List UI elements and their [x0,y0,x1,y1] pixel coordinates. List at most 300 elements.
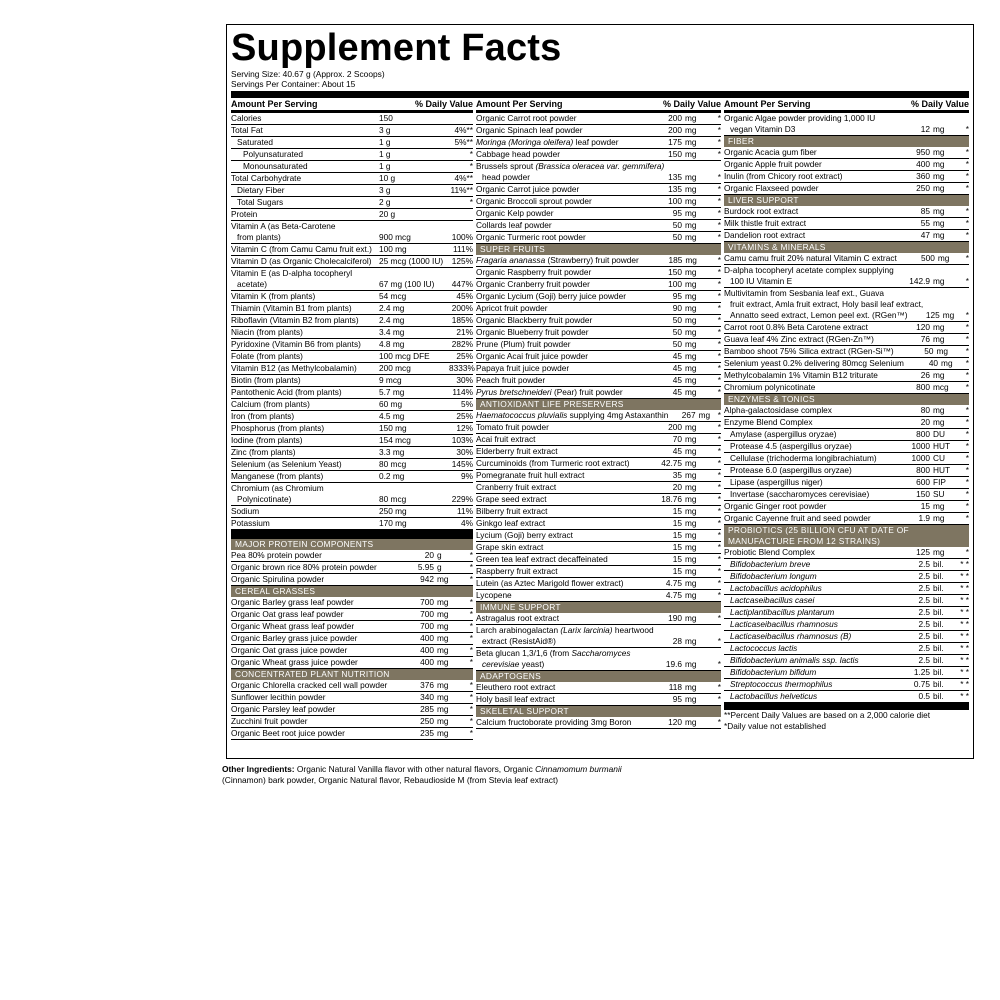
nutrient-amount: 154 mcg [379,435,411,445]
ingredient-amount: 0.5 [918,691,930,701]
nutrient-daily-value: 125% [451,256,473,266]
ingredient-row [724,477,969,489]
section-header: ADAPTOGENS [476,671,721,682]
ingredient-name: D-alpha tocopheryl acetate complex supplying [724,265,894,275]
ingredient-amount: 600 [916,477,930,487]
ingredient-name: vegan Vitamin D3 [730,124,796,134]
column-1 [231,98,473,740]
ingredient-unit: mg [685,494,697,504]
nutrient-daily-value: * [469,197,473,207]
ingredient-amount: 700 [420,597,434,607]
ingredient-unit: mg [437,680,449,690]
ingredient-unit: mg [685,315,697,325]
ingredient-name: Lactiplantibacillus plantarum [730,607,835,617]
nutrient-daily-value: 114% [452,387,473,397]
nutrient-daily-value: 25% [456,411,473,421]
nutrient-name: Total Fat [231,125,263,135]
ingredient-daily-value: * [965,147,969,157]
ingredient-amount: 400 [420,645,434,655]
ingredient-amount: 5.95 [417,562,434,572]
ingredient-daily-value: * [965,358,969,368]
nutrient-amount: 67 mg (100 IU) [379,279,435,289]
ingredient-daily-value: * [717,279,721,289]
nutrient-name: Sodium [231,506,260,516]
ingredient-name: Camu camu fruit 20% natural Vitamin C extract [724,253,897,263]
ingredient-unit: mg [933,322,945,332]
nutrient-amount: 4.5 mg [379,411,405,421]
nutrient-amount: 2 g [379,197,391,207]
ingredient-daily-value: * [717,410,721,420]
ingredient-unit: mg [685,482,697,492]
ingredient-row [476,327,721,339]
ingredient-amount: 285 [420,704,434,714]
ingredient-unit: mg [685,434,697,444]
ingredient-daily-value: * [717,375,721,385]
nutrient-name: Pyridoxine (Vitamin B6 from plants) [231,339,361,349]
ingredient-name: Organic Oat grass leaf powder [231,609,344,619]
section-header: CEREAL GRASSES [231,586,473,597]
ingredient-daily-value: * [469,692,473,702]
ingredient-amount: 90 [672,303,682,313]
ingredient-daily-value: * [469,574,473,584]
nutrient-name: Niacin (from plants) [231,327,303,337]
ingredient-unit: bil. [933,559,944,569]
ingredient-row [231,692,473,704]
ingredient-amount: 800 [916,382,930,392]
nutrient-daily-value: 21% [456,327,473,337]
section-header: LIVER SUPPORT [724,195,969,206]
ingredient-amount: 700 [420,621,434,631]
nutrient-name: Saturated [237,137,273,147]
ingredient-unit: mg [936,346,948,356]
ingredient-amount: 235 [420,728,434,738]
nutrient-daily-value [449,113,473,124]
ingredient-amount: 1000 [911,441,930,451]
ingredient-amount: 20 [672,482,682,492]
ingredient-name: Peach fruit powder [476,375,546,385]
ingredient-amount [664,161,694,172]
ingredient-amount: 190 [668,613,682,623]
nutrient-daily-value: 282% [451,339,473,349]
nutrient-row [231,161,473,173]
nutrient-row [231,351,473,363]
ingredient-unit: mg [685,458,697,468]
ingredient-daily-value: * [965,441,969,451]
nutrient-name: Vitamin D (as Organic Cholecalciferol) [231,256,372,266]
ingredient-unit: bil. [933,619,944,629]
ingredient-row [476,470,721,482]
ingredient-row [476,613,721,625]
section-header: SKELETAL SUPPORT [476,706,721,717]
ingredient-name: Carrot root 0.8% Beta Carotene extract [724,322,868,332]
ingredient-name: Lipase (aspergillus niger) [730,477,823,487]
ingredient-row [231,574,473,586]
ingredient-unit: mg [933,124,945,134]
ingredient-unit: mg [685,506,697,516]
ingredient-row [724,631,969,643]
other-ingredients-text: Organic Natural Vanilla flavor with other natural flavors, Organic Cinnamomum burmanii (Cinnamon) bark powder, Organic Natural flavor, Rebaudioside M (from Stevia leaf extract) [222,764,622,785]
ingredient-unit: mg [685,232,697,242]
ingredient-unit [694,161,712,172]
nutrient-name: Vitamin B12 (as Methylcobalamin) [231,363,357,373]
ingredient-name: cerevisiae yeast) [482,659,545,669]
ingredient-daily-value: * [717,137,721,147]
column-header [724,98,969,113]
ingredient-amount: 250 [916,183,930,193]
ingredient-row [476,267,721,279]
ingredient-unit: mg [685,590,697,600]
nutrient-amount: 10 g [379,173,396,183]
ingredient-unit: mg [685,387,697,397]
ingredient-name: Bifidobacterium animalis ssp. lactis [730,655,859,665]
ingredient-daily-value: * [717,566,721,576]
ingredient-row [476,446,721,458]
ingredient-name: Invertase (saccharomyces cerevisiae) [730,489,870,499]
ingredient-daily-value [962,299,969,310]
ingredient-name: Bifidobacterium longum [730,571,817,581]
ingredient-amount: 100 [668,279,682,289]
ingredient-name: Fragaria ananassa (Strawberry) fruit powder [476,255,639,265]
ingredient-amount: 2.5 [918,595,930,605]
section-header: PROBIOTICS (25 BILLION CFU AT DATE OF MANUFACTURE FROM 12 STRAINS) [724,525,969,547]
ingredient-unit: mg [685,542,697,552]
nutrient-row [231,279,473,291]
ingredient-name: Tomato fruit powder [476,422,549,432]
nutrient-name: Vitamin C (from Camu Camu fruit ext.) [231,244,372,254]
ingredient-unit: mg [685,682,697,692]
nutrient-name: Biotin (from plants) [231,375,301,385]
nutrient-row [231,387,473,399]
nutrient-name: Total Sugars [237,197,284,207]
ingredient-unit: mg [685,172,697,182]
ingredient-row [724,559,969,571]
nutrient-amount: 3.3 mg [379,447,405,457]
nutrient-row [231,256,473,268]
column-header [476,98,721,113]
ingredient-amount: 47 [920,230,930,240]
ingredient-amount: 95 [672,208,682,218]
ingredient-row [724,679,969,691]
ingredient-amount: 42.75 [661,458,682,468]
ingredient-unit: mg [685,208,697,218]
ingredient-daily-value: * [717,255,721,265]
ingredient-name: Organic Barley grass leaf powder [231,597,354,607]
nutrient-name: Vitamin A (as Beta-Carotene [231,221,336,231]
ingredient-name: Methylcobalamin 1% Vitamin B12 triturate [724,370,878,380]
ingredient-row [231,657,473,669]
ingredient-unit: mg [437,597,449,607]
section-header: MAJOR PROTEIN COMPONENTS [231,539,473,550]
ingredient-name: Organic Spinach leaf powder [476,125,583,135]
ingredient-unit: bil. [933,667,944,677]
nutrient-name: Chromium (as Chromium [231,483,324,493]
ingredient-row [231,550,473,562]
nutrient-row [231,327,473,339]
ingredient-name: Holy basil leaf extract [476,694,555,704]
ingredient-amount: 15 [672,566,682,576]
ingredient-amount: 20 [920,417,930,427]
ingredient-row [724,417,969,429]
ingredient-row [476,220,721,232]
nutrient-name: Iron (from plants) [231,411,295,421]
nutrient-amount: 54 mcg [379,291,407,301]
section-divider [231,532,473,539]
ingredient-name: head powder [482,172,530,182]
ingredient-amount: 2.5 [918,631,930,641]
ingredient-unit: mg [685,470,697,480]
ingredient-unit: mg [685,694,697,704]
ingredient-daily-value: * [965,124,969,134]
ingredient-unit: mg [685,636,697,646]
ingredient-daily-value [710,625,721,636]
ingredient-name: Zucchini fruit powder [231,716,308,726]
ingredient-daily-value: * [717,172,721,182]
ingredient-amount: 45 [672,363,682,373]
nutrient-amount: 5.7 mg [379,387,405,397]
nutrient-row [231,173,473,185]
nutrient-row [231,315,473,327]
ingredient-daily-value: * [717,113,721,123]
nutrient-daily-value: 200% [451,303,473,313]
ingredient-unit: mg [933,276,945,286]
ingredient-name: Pea 80% protein powder [231,550,322,560]
nutrient-daily-value: 185% [451,315,473,325]
ingredient-row [476,554,721,566]
ingredient-unit: mg [933,171,945,181]
ingredient-row [476,434,721,446]
ingredient-row [476,351,721,363]
ingredient-unit: mg [933,547,945,557]
ingredient-daily-value: * [717,149,721,159]
nutrient-name: Manganese (from plants) [231,471,324,481]
ingredient-daily-value: * [717,208,721,218]
nutrient-daily-value: 103% [451,435,473,445]
ingredient-row [724,655,969,667]
ingredient-daily-value: * [965,547,969,557]
ingredient-daily-value: * [717,458,721,468]
ingredient-unit: mg [933,206,945,216]
nutrient-daily-value: 45% [456,291,473,301]
ingredient-daily-value: * [469,657,473,667]
ingredient-row [476,315,721,327]
ingredient-name: Organic Kelp powder [476,208,554,218]
ingredient-row [231,716,473,728]
nutrient-amount [379,221,449,232]
ingredient-daily-value: * [965,322,969,332]
ingredient-row [724,513,969,525]
ingredient-unit: mg [685,220,697,230]
ingredient-row [476,590,721,602]
ingredient-daily-value: * [965,310,969,320]
ingredient-amount: 200 [668,125,682,135]
ingredient-unit: mg [685,196,697,206]
ingredient-name: Elderberry fruit extract [476,446,558,456]
ingredient-row [476,196,721,208]
nutrient-amount [379,483,449,494]
ingredient-amount: 942 [420,574,434,584]
footnote-divider [724,703,969,710]
ingredient-row [476,682,721,694]
ingredient-daily-value: * [965,183,969,193]
ingredient-amount: 267 [681,410,696,420]
ingredient-amount: 2.5 [918,643,930,653]
ingredient-row [476,518,721,530]
ingredient-unit: mg [437,728,449,738]
ingredient-name: Organic Lycium (Goji) berry juice powder [476,291,627,301]
ingredient-name: extract (ResistAid®) [482,636,556,646]
ingredient-daily-value: * [965,218,969,228]
nutrient-amount: 1 g [379,149,391,159]
ingredient-unit: mg [685,659,697,669]
ingredient-unit: bil. [933,655,944,665]
ingredient-amount: 376 [420,680,434,690]
ingredient-row [231,597,473,609]
nutrient-amount: 100 mg [379,244,407,254]
ingredient-amount: 135 [668,184,682,194]
ingredient-name: Amylase (aspergillus oryzae) [730,429,837,439]
amount-per-serving-label: Amount Per Serving [724,99,811,109]
ingredient-name: Beta glucan 1,3/1,6 (from Saccharomyces [476,648,631,658]
ingredient-daily-value: * [469,562,473,572]
nutrient-row [231,411,473,423]
ingredient-daily-value: * [717,659,721,669]
ingredient-row [724,667,969,679]
ingredient-name: Bifidobacterium bifidum [730,667,817,677]
ingredient-daily-value [955,288,969,299]
ingredient-unit [947,299,962,310]
ingredient-daily-value: * [717,578,721,588]
nutrient-daily-value: 145% [451,459,473,469]
nutrient-row [231,506,473,518]
ingredient-name: Grape seed extract [476,494,547,504]
nutrient-amount: 200 mcg [379,363,411,373]
nutrient-amount: 60 mg [379,399,403,409]
ingredient-unit: mg [685,363,697,373]
ingredient-daily-value: * [965,370,969,380]
ingredient-amount: 500 [921,253,935,263]
ingredient-row [724,346,969,358]
ingredient-daily-value: * [717,363,721,373]
ingredient-amount: 85 [920,206,930,216]
ingredient-unit [930,288,955,299]
ingredient-unit: mg [685,113,697,123]
column-3 [724,98,969,740]
ingredient-amount: 700 [420,609,434,619]
ingredient-name: Sunflower lecithin powder [231,692,326,702]
ingredient-daily-value: * [717,125,721,135]
section-header: FIBER [724,136,969,147]
ingredient-name: Pyrus bretschneideri (Pear) fruit powder [476,387,623,397]
ingredient-unit: mg [685,554,697,564]
ingredient-amount: 50 [672,315,682,325]
ingredient-row [724,299,969,310]
ingredient-row [476,482,721,494]
nutrient-name: Potassium [231,518,270,528]
daily-value-label: % Daily Value [414,99,473,109]
ingredient-row [476,137,721,149]
ingredient-unit: mg [437,621,449,631]
ingredient-unit: mg [685,613,697,623]
nutrient-amount [379,268,449,279]
ingredient-amount: 1.9 [918,513,930,523]
ingredient-name: Organic Broccoli sprout powder [476,196,592,206]
ingredient-daily-value: * * [960,619,969,629]
ingredient-row [476,636,721,648]
ingredient-name: Organic Carrot root powder [476,113,577,123]
ingredient-row [476,232,721,244]
ingredient-unit: mg [685,578,697,588]
ingredient-amount: 95 [672,694,682,704]
ingredient-row [476,149,721,161]
ingredient-row [476,542,721,554]
ingredient-daily-value: * [469,550,473,560]
ingredient-amount: 185 [668,255,683,265]
ingredient-unit: mcg [933,382,949,392]
ingredient-daily-value: * [717,482,721,492]
ingredient-daily-value: * [965,206,969,216]
servings-per-container: Servings Per Container: About 15 [231,79,356,89]
ingredient-daily-value: * [965,489,969,499]
ingredient-unit: mg [685,375,697,385]
ingredient-daily-value: * [469,645,473,655]
nutrient-row [231,221,473,232]
ingredient-row [476,717,721,729]
ingredient-unit: mg [698,410,711,420]
ingredient-name: Organic Wheat grass leaf powder [231,621,355,631]
ingredient-daily-value: * [469,633,473,643]
ingredient-row [476,625,721,636]
ingredient-row [724,453,969,465]
nutrient-row [231,518,473,532]
nutrient-daily-value: 5% [461,399,473,409]
ingredient-unit: mg [937,253,950,263]
ingredient-daily-value: * [965,477,969,487]
nutrient-row [231,447,473,459]
nutrient-amount: 900 mcg [379,232,411,242]
ingredient-amount: 120 [916,322,930,332]
nutrient-name: Total Carbohydrate [231,173,302,183]
nutrient-amount: 150 [379,113,393,123]
ingredient-name: Protease 4.5 (aspergillus oryzae) [730,441,852,451]
nutrient-name: Iodine (from plants) [231,435,303,445]
other-ingredients-label: Other Ingredients: [222,764,295,774]
ingredient-row [724,218,969,230]
ingredient-unit: mg [685,339,697,349]
nutrient-name: acetate) [237,279,267,289]
ingredient-daily-value: * [965,513,969,523]
ingredient-name: Organic Raspberry fruit powder [476,267,592,277]
ingredient-row [476,494,721,506]
ingredient-unit: mg [437,692,449,702]
ingredient-name: Organic brown rice 80% protein powder [231,562,377,572]
ingredient-unit: mg [685,184,697,194]
ingredient-row [724,206,969,218]
footnote-daily-values: **Percent Daily Values are based on a 2,000 calorie diet [724,710,931,720]
ingredient-name: Grape skin extract [476,542,544,552]
ingredient-amount: 35 [672,470,682,480]
ingredient-amount: 1.25 [913,667,930,677]
ingredient-amount: 50 [672,232,682,242]
ingredient-amount: 2.5 [918,655,930,665]
ingredient-name: Brussels sprout (Brassica oleracea var. gemmifera) [476,161,665,171]
ingredient-amount: 19.6 [665,659,682,669]
ingredient-name: Chromium polynicotinate [724,382,816,392]
ingredient-row [476,387,721,399]
ingredient-name: Raspberry fruit extract [476,566,558,576]
nutrient-daily-value: 11%** [450,185,473,195]
ingredient-unit: mg [437,574,449,584]
ingredient-daily-value: * [717,351,721,361]
